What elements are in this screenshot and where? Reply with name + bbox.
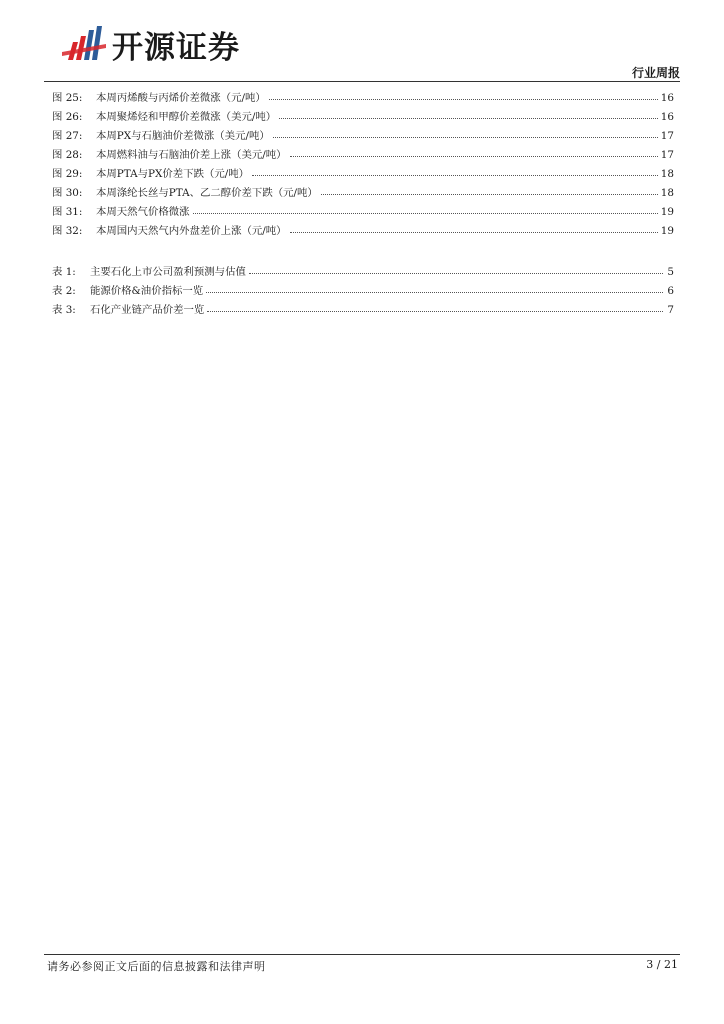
figure-title: 本周丙烯酸与丙烯价差微涨（元/吨） xyxy=(96,92,266,104)
toc-entry-figure[interactable] xyxy=(52,127,674,146)
footer-divider xyxy=(44,954,680,955)
dot-leader xyxy=(207,303,663,312)
page-number: 18 xyxy=(660,187,674,199)
figure-number: 图 31: xyxy=(52,206,83,218)
page-number: 16 xyxy=(660,111,674,123)
header-divider xyxy=(44,81,680,82)
toc-entry-table[interactable] xyxy=(52,263,674,282)
toc-entry-figure[interactable] xyxy=(52,184,674,203)
table-number: 表 2: xyxy=(52,285,76,297)
figure-title: 本周PTA与PX价差下跌（元/吨） xyxy=(96,168,250,180)
brand-logo xyxy=(58,22,240,66)
toc-entry-table[interactable] xyxy=(52,301,674,320)
toc-entry-figure[interactable] xyxy=(52,108,674,127)
figure-title: 本周PX与石脑油价差微涨（美元/吨） xyxy=(96,130,270,142)
figure-list xyxy=(52,89,674,241)
page-number: 19 xyxy=(660,206,674,218)
dot-leader xyxy=(290,224,658,233)
figure-number: 图 29: xyxy=(52,168,83,180)
footer-disclaimer: 请务必参阅正文后面的信息披露和法律声明 xyxy=(47,960,266,973)
dot-leader xyxy=(273,129,658,138)
figure-title: 本周聚烯烃和甲醇价差微涨（美元/吨） xyxy=(96,111,277,123)
report-type-label: 行业周报 xyxy=(631,66,680,80)
toc-entry-figure[interactable] xyxy=(52,165,674,184)
toc-entry-figure[interactable] xyxy=(52,89,674,108)
figure-title: 本周燃料油与石脑油价差上涨（美元/吨） xyxy=(96,149,287,161)
dot-leader xyxy=(290,148,658,157)
toc-entry-figure[interactable] xyxy=(52,146,674,165)
figure-title: 本周国内天然气内外盘差价上涨（元/吨） xyxy=(96,225,287,237)
figure-number: 图 32: xyxy=(52,225,83,237)
table-number: 表 1: xyxy=(52,266,76,278)
toc-entry-table[interactable] xyxy=(52,282,674,301)
table-list xyxy=(52,263,674,320)
brand-name: 开源证券 xyxy=(112,29,240,66)
dot-leader xyxy=(269,91,658,100)
toc-entry-figure[interactable] xyxy=(52,203,674,222)
footer-page-indicator: 3 / 21 xyxy=(646,958,678,971)
page-number: 6 xyxy=(667,285,674,297)
figure-title: 本周天然气价格微涨 xyxy=(96,206,190,218)
page-number: 17 xyxy=(660,149,674,161)
dot-leader xyxy=(252,167,658,176)
figure-number: 图 25: xyxy=(52,92,83,104)
figure-number: 图 27: xyxy=(52,130,83,142)
page-number: 19 xyxy=(660,225,674,237)
toc-entry-figure[interactable] xyxy=(52,222,674,241)
figure-number: 图 30: xyxy=(52,187,83,199)
dot-leader xyxy=(193,205,658,214)
table-title: 石化产业链产品价差一览 xyxy=(90,304,205,316)
dot-leader xyxy=(279,110,658,119)
table-title: 能源价格&油价指标一览 xyxy=(90,285,204,297)
dot-leader xyxy=(321,186,658,195)
kaiyuan-logo-icon xyxy=(58,22,110,66)
page-number: 16 xyxy=(660,92,674,104)
page-number: 17 xyxy=(660,130,674,142)
figure-title: 本周涤纶长丝与PTA、乙二醇价差下跌（元/吨） xyxy=(96,187,318,199)
page-number: 7 xyxy=(667,304,674,316)
table-number: 表 3: xyxy=(52,304,76,316)
figure-number: 图 26: xyxy=(52,111,83,123)
dot-leader xyxy=(206,284,663,293)
page-number: 18 xyxy=(660,168,674,180)
dot-leader xyxy=(249,265,663,274)
table-title: 主要石化上市公司盈利预测与估值 xyxy=(90,266,246,278)
figure-number: 图 28: xyxy=(52,149,83,161)
page-number: 5 xyxy=(667,266,674,278)
